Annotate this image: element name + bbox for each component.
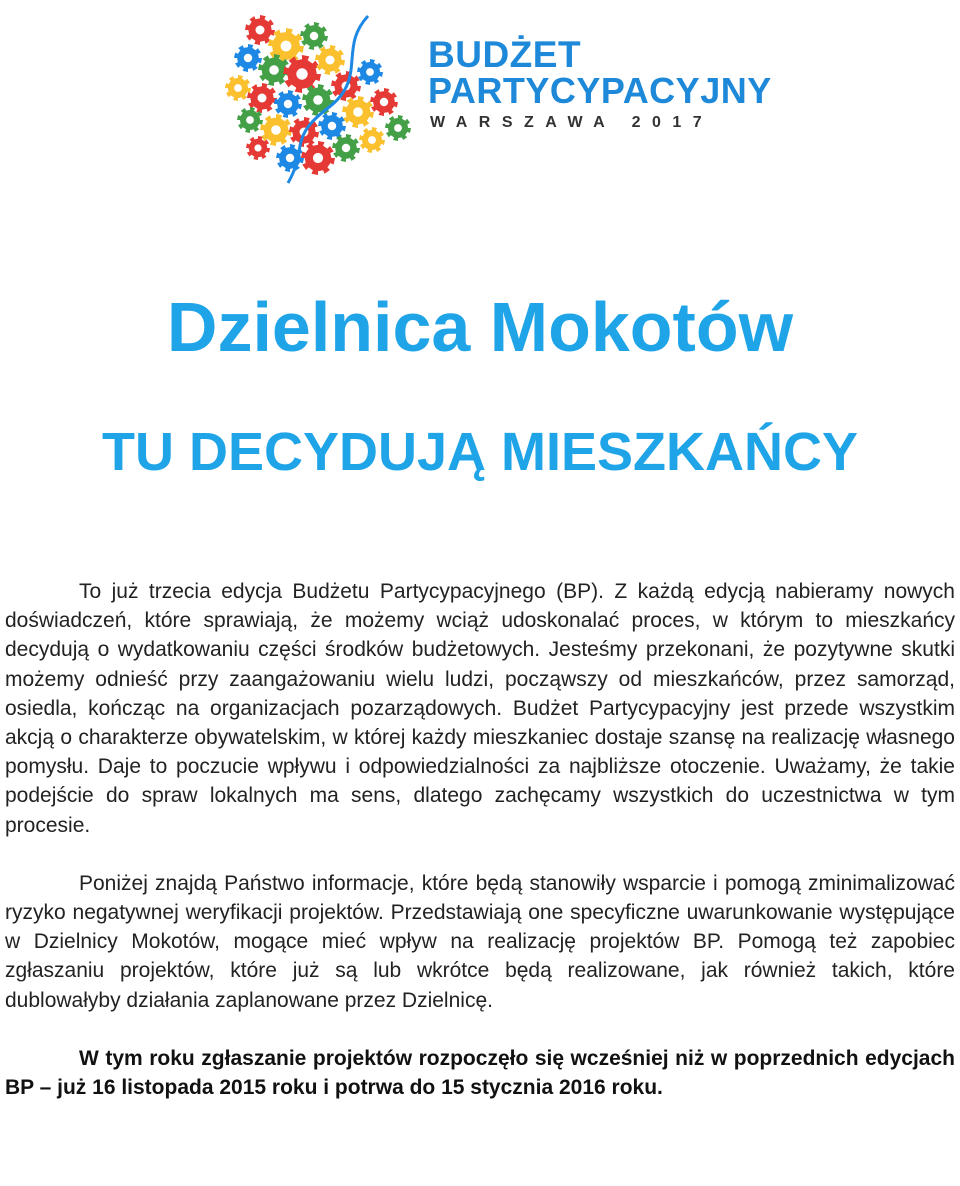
- logo-line-warszawa: WARSZAWA 2017: [430, 114, 714, 131]
- gear-hole: [310, 32, 318, 40]
- deadline-paragraph: W tym roku zgłaszanie projektów rozpoczęło się wcześniej niż w poprzednich edycjach BP – już 16 listopada 2015 roku i potrwa do 15 stycznia 2016 roku.: [5, 1046, 955, 1100]
- logo-text: [428, 36, 772, 132]
- intro-paragraph: To już trzecia edycja Budżetu Partycypacyjnego (BP). Z każdą edycją nabieramy nowych doświadczeń, które sprawiają, że możemy wciąż udoskonalać proces, w którym to mieszkańcy decydują o wydatkowaniu części środków budżetowych. Jesteśmy przekonani, że pozytywne skutki możemy odnieść przy zaangażowaniu wielu ludzi, począwszy od mieszkańców, przez samorząd, osiedla, kończąc na organizacjach pozarządowych. Budżet Partycypacyjny jest przede wszystkim akcją o charakterze obywatelskim, w której każdy mieszkaniec dostaje szansę na realizację własnego pomysłu. Daje to poczucie wpływu i odpowiedzialności za najbliższe otoczenie. Uważamy, że takie podejście do spraw lokalnych ma sens, dlatego zachęcamy wszystkich do uczestnictwa w tym procesie.: [5, 580, 955, 837]
- page-subtitle: TU DECYDUJĄ MIESZKAŃCY: [101, 422, 859, 482]
- gear-hole: [254, 144, 261, 151]
- gear-hole: [342, 144, 350, 152]
- gear-hole: [353, 107, 363, 117]
- gears-logo-icon: [218, 8, 423, 188]
- budzet-partycypacyjny-logo: [218, 8, 818, 188]
- gear-hole: [380, 98, 388, 106]
- gear-hole: [394, 124, 402, 132]
- gear-hole: [246, 116, 254, 124]
- page-title: Dzielnica Mokotów: [166, 288, 794, 366]
- gear-hole: [313, 153, 323, 163]
- gear-hole: [296, 68, 307, 79]
- logo-line-partycypacyjny: PARTYCYPACYJNY: [428, 70, 772, 111]
- logo-line-budzet: BUDŻET: [428, 34, 582, 75]
- body-text: [5, 577, 955, 1102]
- gear-hole: [281, 41, 292, 52]
- gear-hole: [326, 56, 335, 65]
- gear-hole: [271, 125, 281, 135]
- gear-hole: [313, 95, 323, 105]
- info-paragraph: Poniżej znajdą Państwo informacje, które będą stanowiły wsparcie i pomogą zminimalizować ryzyko negatywnej weryfikacji projektów. Przedstawiają one specyficzne uwarunkowanie występujące w Dzielnicy Mokotów, mogące mieć wpływ na realizację projektów BP. Pomogą też zapobiec zgłaszaniu projektów, które już są lub wkrótce będą realizowane, jak również takich, które dublowałyby działania zaplanowane przez Dzielnicę.: [5, 871, 955, 1012]
- gear-hole: [286, 154, 294, 162]
- gear-hole: [256, 26, 265, 35]
- gear-hole: [258, 94, 267, 103]
- gear-hole: [284, 100, 292, 108]
- gear-hole: [328, 122, 336, 130]
- gear-hole: [234, 84, 242, 92]
- gear-hole: [269, 65, 279, 75]
- gear-hole: [368, 136, 376, 144]
- gear-hole: [366, 68, 374, 76]
- gear-hole: [244, 54, 252, 62]
